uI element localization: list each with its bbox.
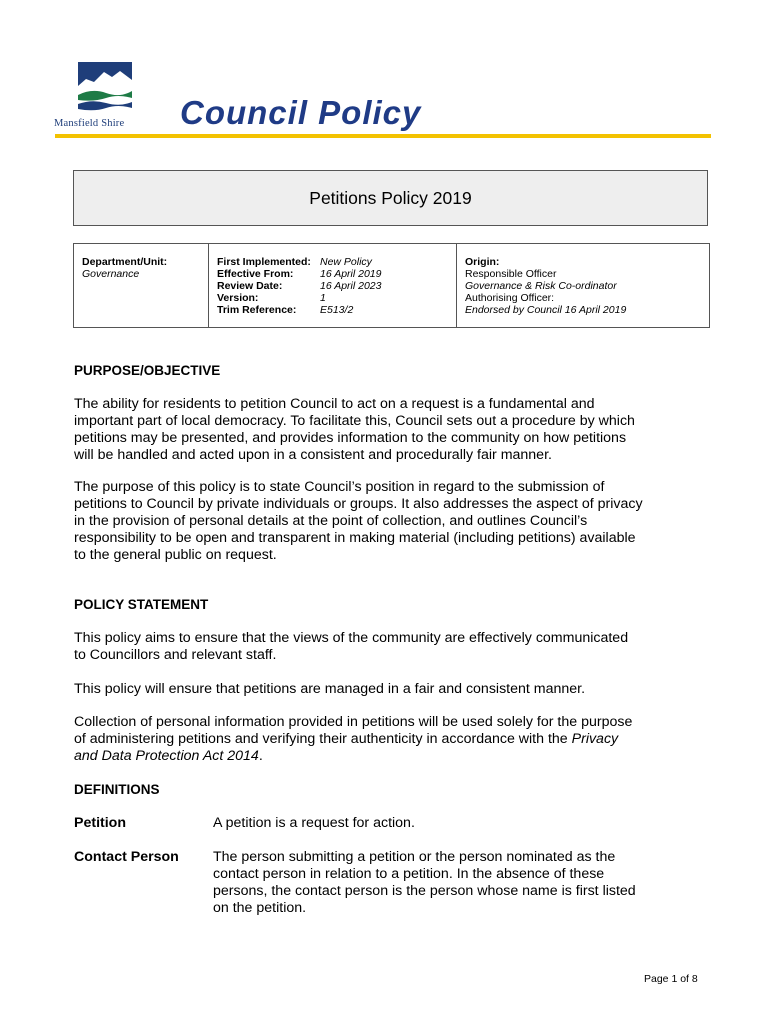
purpose-paragraph-2 [74, 479, 724, 564]
paragraph-line: petitions to Council by private individuals or groups. It also addresses the aspect of privacy [74, 496, 643, 512]
responsible-officer-label: Responsible Officer [465, 268, 557, 280]
first-implemented-row [217, 256, 448, 268]
department-cell [74, 244, 208, 327]
review-date-label: Review Date: [217, 280, 283, 292]
review-date-row [217, 280, 448, 292]
dates-cell [208, 244, 456, 327]
act-name-part-1: Privacy [571, 731, 619, 747]
department-value: Governance [82, 268, 140, 280]
version-row [217, 292, 448, 304]
definition-text [213, 849, 713, 917]
paragraph-line: contact person in relation to a petition. In the absence of these [213, 866, 605, 882]
act-name-part-2: and Data Protection Act 2014 [74, 748, 259, 764]
trim-reference-label: Trim Reference: [217, 304, 297, 316]
effective-from-label: Effective From: [217, 268, 294, 280]
policy-paragraph-1 [74, 630, 724, 664]
policy-paragraph-3 [74, 714, 724, 765]
paragraph-line: Collection of personal information provided in petitions will be used solely for the purpose [74, 714, 633, 730]
document-type-title: Council Policy [180, 94, 422, 131]
responsible-officer-value: Governance & Risk Co-ordinator [465, 280, 617, 292]
purpose-heading: PURPOSE/OBJECTIVE [74, 363, 221, 378]
review-date-value: 16 April 2023 [320, 280, 382, 292]
version-value: 1 [320, 292, 326, 304]
authorising-officer-value: Endorsed by Council 16 April 2019 [465, 304, 627, 316]
trim-reference-row [217, 304, 448, 316]
definition-text [213, 815, 713, 832]
council-logo [54, 62, 154, 132]
version-label: Version: [217, 292, 259, 304]
first-implemented-value: New Policy [320, 256, 372, 268]
paragraph-line: This policy aims to ensure that the views of the community are effectively communicated [74, 630, 629, 646]
paragraph-line: will be handled and acted upon in a consistent and procedurally fair manner. [74, 447, 552, 463]
paragraph-line: on the petition. [213, 900, 307, 916]
paragraph-text: . [258, 748, 263, 764]
paragraph-line: The purpose of this policy is to state Council’s position in regard to the submission of [74, 479, 605, 495]
first-implemented-label: First Implemented: [217, 256, 311, 268]
paragraph-line: The ability for residents to petition Council to act on a request is a fundamental and [74, 396, 595, 412]
department-label: Department/Unit: [82, 256, 168, 268]
paragraph-line: to the general public on request. [74, 547, 277, 563]
effective-from-row [217, 268, 448, 280]
purpose-paragraph-1 [74, 396, 724, 464]
policy-statement-heading: POLICY STATEMENT [74, 597, 209, 612]
paragraph-line: petitions may be presented, and provides information to the community on how petitions [74, 430, 627, 446]
paragraph-text: of administering petitions and verifying their authenticity in accordance with the [74, 731, 572, 747]
authorising-officer-label: Authorising Officer: [465, 292, 555, 304]
paragraph-line: responsibility to be open and transparent in making material (including petitions) available [74, 530, 636, 546]
policy-title: Petitions Policy 2019 [309, 187, 472, 208]
paragraph-line [74, 748, 724, 765]
trim-reference-value: E513/2 [320, 304, 354, 316]
definitions-heading: DEFINITIONS [74, 782, 160, 797]
definition-term: Contact Person [74, 849, 179, 865]
policy-details-table [73, 243, 710, 328]
origin-cell [456, 244, 709, 327]
paragraph-line: persons, the contact person is the person whose name is first listed [213, 883, 636, 899]
paragraph-line: in the provision of personal details at the point of collection, and outlines Council’s [74, 513, 588, 529]
policy-paragraph-2 [74, 681, 724, 698]
paragraph-line: important part of local democracy. To facilitate this, Council sets out a procedure by which [74, 413, 635, 429]
page-number: Page 1 of 8 [644, 973, 698, 985]
paragraph-line: to Councillors and relevant staff. [74, 647, 277, 663]
effective-from-value: 16 April 2019 [320, 268, 382, 280]
organisation-name: Mansfield Shire [54, 118, 125, 129]
origin-label: Origin: [465, 256, 500, 268]
paragraph-line: This policy will ensure that petitions are managed in a fair and consistent manner. [74, 681, 586, 697]
paragraph-line [74, 731, 724, 748]
paragraph-line: A petition is a request for action. [213, 815, 415, 831]
mountain-logo-icon [78, 62, 132, 114]
definition-term: Petition [74, 815, 127, 831]
header-divider [55, 134, 711, 138]
paragraph-line: The person submitting a petition or the person nominated as the [213, 849, 616, 865]
policy-title-box [73, 170, 708, 226]
